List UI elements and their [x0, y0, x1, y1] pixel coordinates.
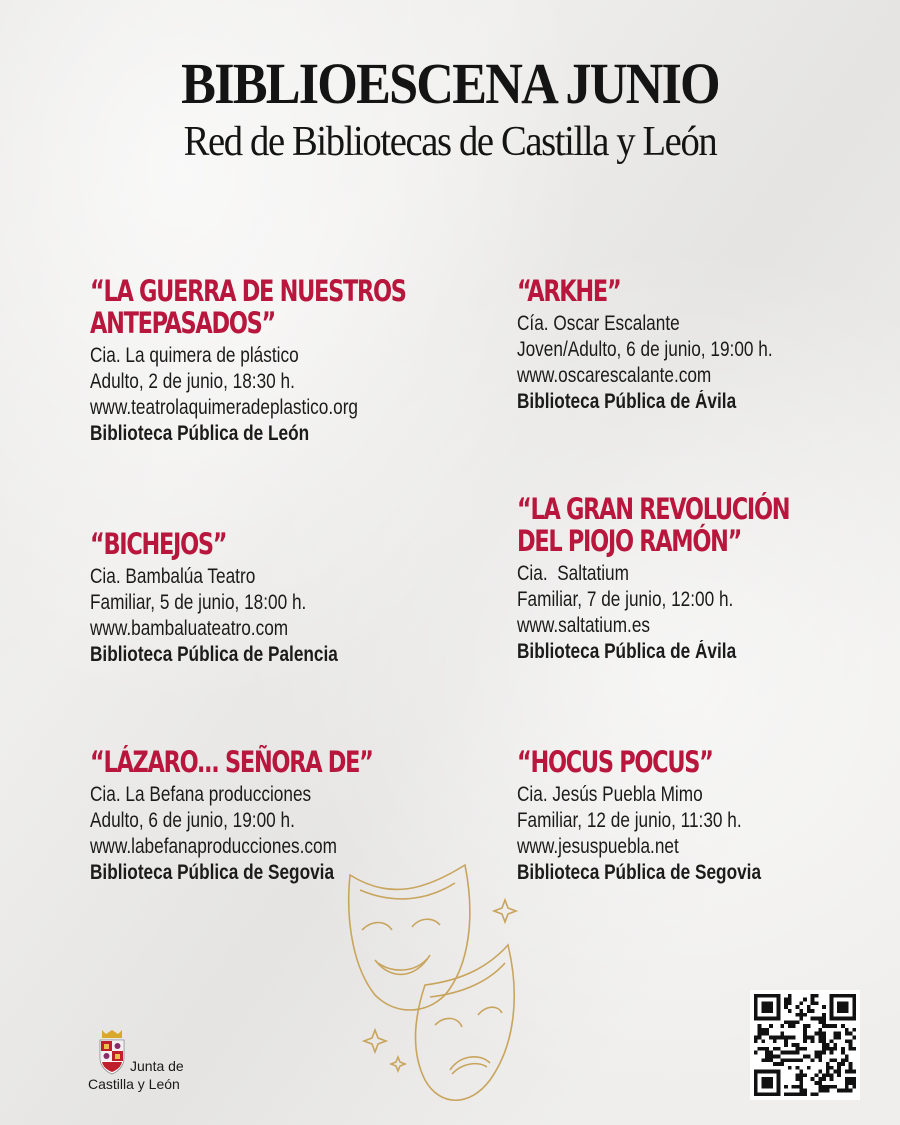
event-company: Cia. La quimera de plástico: [90, 344, 299, 367]
logo-text-line1: Junta de: [130, 1058, 184, 1074]
event-when: Adulto, 6 de junio, 19:00 h.: [90, 809, 295, 832]
event-venue: Biblioteca Pública de Segovia: [517, 861, 762, 884]
event-card: [90, 275, 470, 447]
event-web[interactable]: www.oscarescalante.com: [517, 364, 712, 387]
event-when: Adulto, 2 de junio, 18:30 h.: [90, 370, 295, 393]
event-card: [517, 493, 897, 665]
page-title: BIBLIOESCENA JUNIO: [181, 51, 719, 116]
event-venue: Biblioteca Pública de Ávila: [517, 640, 737, 663]
event-web[interactable]: www.jesuspuebla.net: [517, 835, 679, 858]
event-company: Cia. La Befana producciones: [90, 783, 312, 806]
qr-code[interactable]: [750, 990, 860, 1100]
event-title: “ARKHE”: [517, 274, 621, 308]
theatre-masks-icon: [330, 845, 520, 1115]
event-web[interactable]: www.teatrolaquimeradeplastico.org: [90, 396, 359, 419]
page-subtitle: Red de Bibliotecas de Castilla y León: [183, 119, 717, 165]
event-when: Joven/Adulto, 6 de junio, 19:00 h.: [517, 338, 773, 361]
event-title: “LÁZARO... SEÑORA DE”: [90, 745, 373, 779]
event-venue: Biblioteca Pública de León: [90, 422, 310, 445]
event-company: Cia. Saltatium: [517, 562, 629, 585]
event-title: “BICHEJOS”: [90, 527, 227, 561]
event-title: “LA GRAN REVOLUCIÓN DEL PIOJO RAMÓN”: [517, 492, 790, 558]
event-card: [517, 275, 897, 415]
event-when: Familiar, 7 de junio, 12:00 h.: [517, 588, 734, 611]
event-company: Cia. Bambalúa Teatro: [90, 565, 256, 588]
event-card: [90, 528, 470, 668]
event-venue: Biblioteca Pública de Palencia: [90, 643, 338, 666]
event-venue: Biblioteca Pública de Segovia: [90, 861, 335, 884]
event-web[interactable]: www.labefanaproducciones.com: [90, 835, 337, 858]
event-web[interactable]: www.saltatium.es: [517, 614, 651, 637]
event-company: Cía. Oscar Escalante: [517, 312, 680, 335]
event-card: [517, 746, 897, 886]
event-venue: Biblioteca Pública de Ávila: [517, 390, 737, 413]
coat-of-arms-icon: [96, 1028, 128, 1076]
event-when: Familiar, 12 de junio, 11:30 h.: [517, 809, 742, 832]
event-web[interactable]: www.bambaluateatro.com: [90, 617, 289, 640]
event-title: “HOCUS POCUS”: [517, 745, 713, 779]
event-when: Familiar, 5 de junio, 18:00 h.: [90, 591, 307, 614]
event-company: Cia. Jesús Puebla Mimo: [517, 783, 703, 806]
event-title: “LA GUERRA DE NUESTROS ANTEPASADOS”: [90, 274, 406, 340]
logo-text-line2: Castilla y León: [88, 1076, 180, 1092]
